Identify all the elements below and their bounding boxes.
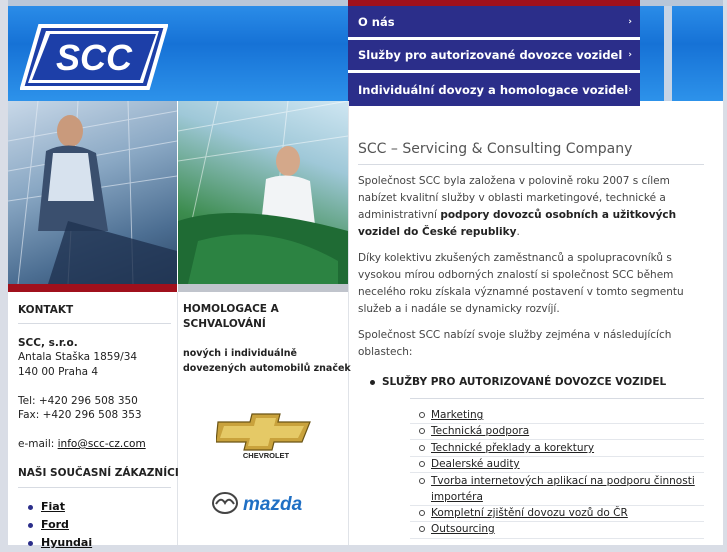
nav-item-label: Individuální dovozy a homologace vozidel [358, 83, 629, 97]
logo-text: SCC [55, 37, 133, 78]
customer-link-fiat[interactable]: Fiat [41, 500, 65, 513]
column-divider [177, 292, 178, 545]
service-link-technicka-podpora[interactable]: Technická podpora [431, 425, 530, 437]
nav-item-sluzby[interactable] [348, 40, 640, 71]
chevrolet-logo[interactable] [216, 412, 316, 460]
left-accent-bar [8, 284, 177, 292]
column-divider [348, 101, 349, 545]
intro-emphasis: podpory dovozců osobních a užitkových vozidel do České republiky [358, 209, 677, 238]
intro-end: . [516, 226, 520, 238]
header-strip [664, 6, 672, 101]
chevron-right-icon: › [628, 17, 632, 27]
mazda-wordmark: mazda [243, 494, 303, 515]
homologace-heading-line1: HOMOLOGACE A [183, 303, 279, 315]
header-banner-right [640, 0, 723, 101]
intro-text: Společnost SCC byla založena v polovině roku 2007 s cílem nabízet kvalitní služby v oblasti marketingové, technické a administrativní [358, 175, 670, 221]
office-photo [8, 101, 177, 284]
meeting-photo-graphic [178, 101, 348, 284]
service-link-audity[interactable]: Dealerské audity [431, 458, 520, 470]
scc-logo[interactable] [20, 22, 168, 92]
homologace-sub-line2: dovezených automobilů značek [183, 363, 351, 374]
list-item [41, 498, 92, 516]
divider [18, 323, 171, 324]
customers-list [41, 498, 92, 552]
service-link-preklady[interactable]: Technické překlady a korektury [431, 442, 595, 454]
customer-link-hyundai[interactable]: Hyundai [41, 536, 93, 549]
contact-company: SCC, s.r.o. [18, 337, 78, 349]
contact-city: 140 00 Praha 4 [18, 366, 99, 378]
chevrolet-wordmark: CHEVROLET [242, 451, 290, 460]
list-item [41, 516, 92, 534]
homologace-heading-line2: SCHVALOVÁNÍ [183, 318, 266, 330]
middle-accent-bar [178, 284, 348, 292]
services-divider [410, 398, 704, 399]
chevron-right-icon: › [628, 85, 632, 95]
office-photo-graphic [8, 101, 177, 284]
title-divider [358, 164, 704, 165]
main-nav [348, 0, 640, 108]
contact-email-label: e-mail: [18, 438, 58, 450]
divider [18, 487, 171, 488]
customers-heading: NAŠI SOUČASNÍ ZÁKAZNÍCI [18, 467, 179, 479]
nav-item-label: O nás [358, 15, 395, 29]
intro-paragraph [358, 173, 688, 241]
contact-fax: Fax: +420 296 508 353 [18, 409, 142, 421]
mazda-logo[interactable] [211, 488, 316, 518]
services-intro-paragraph: Společnost SCC nabízí svoje služby zejména v následujících oblastech: [358, 329, 672, 358]
divider [410, 538, 704, 539]
homologace-sub-line1: nových i individuálně [183, 348, 297, 359]
service-link-internet-apps-cont[interactable]: importéra [431, 491, 483, 503]
page [8, 0, 723, 549]
nav-item-individualni[interactable] [348, 73, 640, 107]
service-link-dovoz[interactable]: Kompletní zjištění dovozu vozů do ČR [431, 507, 628, 519]
nav-item-o-nas[interactable] [348, 6, 640, 38]
service-link-marketing[interactable]: Marketing [431, 409, 484, 421]
contact-email-link[interactable]: info@scc-cz.com [57, 438, 146, 450]
contact-email-row [18, 437, 146, 451]
team-paragraph: Díky kolektivu zkušených zaměstnanců a spolupracovníků s vysokou mírou odborných znalostí si společnost SCC během necelého roku získala významné postavení v tomto segmentu služeb a i nadále se dynamicky rozvíjí. [358, 252, 684, 315]
chevron-right-icon: › [628, 50, 632, 60]
nav-item-label: Služby pro autorizované dovozce vozidel [358, 48, 623, 62]
page-title: SCC – Servicing & Consulting Company [358, 141, 633, 157]
meeting-photo [178, 101, 348, 284]
services-heading: SLUŽBY PRO AUTORIZOVANÉ DOVOZCE VOZIDEL [382, 376, 667, 388]
contact-heading: KONTAKT [18, 304, 74, 316]
service-link-outsourcing[interactable]: Outsourcing [431, 523, 495, 535]
customer-link-ford[interactable]: Ford [41, 518, 69, 531]
contact-tel: Tel: +420 296 508 350 [18, 395, 138, 407]
list-item [41, 534, 92, 552]
service-link-internet-apps[interactable]: Tvorba internetových aplikací na podporu činnosti [431, 475, 695, 487]
header-banner [8, 0, 348, 101]
contact-street: Antala Staška 1859/34 [18, 351, 138, 363]
